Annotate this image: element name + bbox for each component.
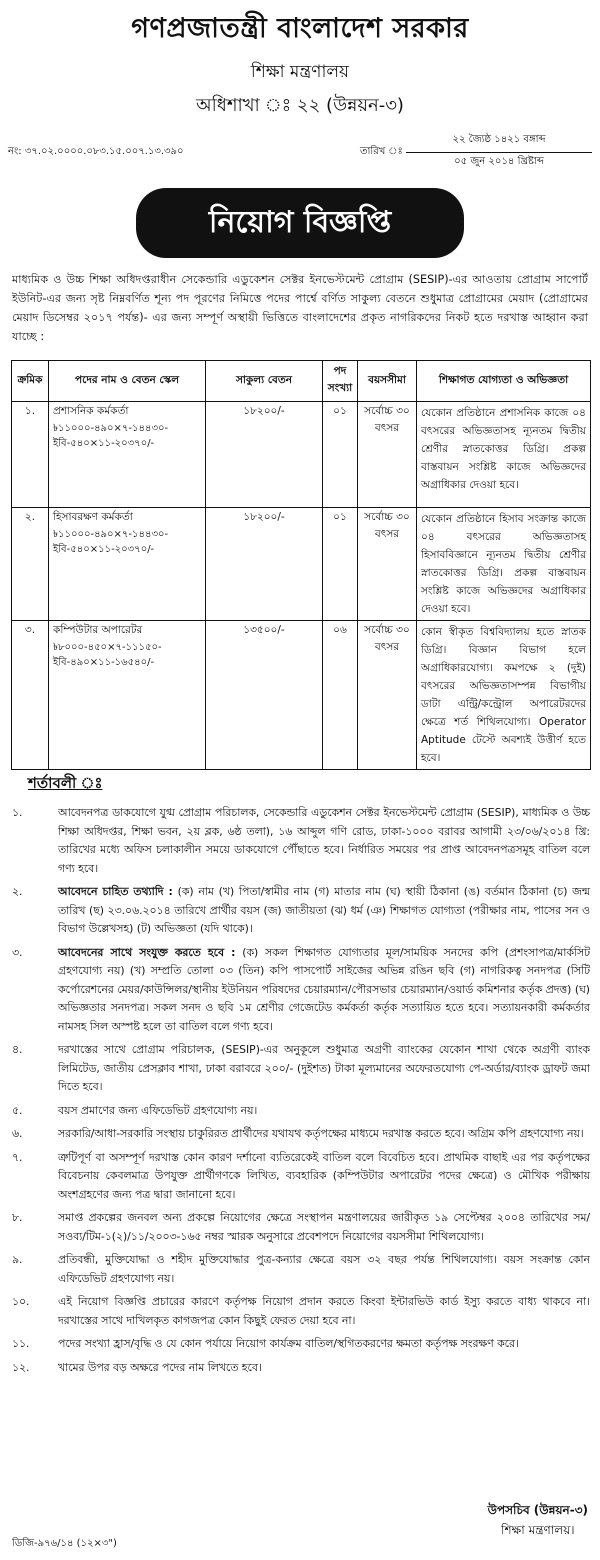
pay-scale: ৳১১০০০-৪৯০×৭-১৪৪৩০-ইবি-৫৪০×১১-২০৩৭০/-: [53, 423, 169, 449]
cell-count: ০১: [323, 508, 358, 621]
cell-serial: ১.: [12, 402, 49, 508]
post-name: প্রশাসনিক কর্মকর্তা: [53, 405, 129, 417]
signatory-office: শিক্ষা মন্ত্রণালয়।: [501, 1523, 575, 1537]
conditions-list: [12, 804, 590, 1382]
cell-count: ০৬: [323, 621, 358, 770]
signature-block: [488, 1500, 588, 1540]
list-item: ২. আবেদনে চাহিত তথ্যাদি : (ক) নাম (খ) পিতা/স্বামীর নাম (গ) মাতার নাম (ঘ) স্থায়ী ঠিকানা (ঙ) বর্তমান ঠিকানা (চ) জন্ম তারিখ (ছ) ২৩.০৬.২০১৪ তারিখে প্রার্থীর বয়স (জ) জাতীয়তা (ঝ) ধর্ম (ঞ) শিক্ষাগত যোগ্যতা (পরীক্ষার নাম, পাসের সন ও বিভাগ উল্লেখসহ) (ট) অভিজ্ঞতা (যদি থাকে)।: [12, 885, 590, 935]
list-item: ৯. প্রতিবন্ধী, মুক্তিযোদ্ধা ও শহীদ মুক্তিযোদ্ধার পুত্র-কন্যার ক্ষেত্রে বয়স ৩২ বছর পর্যন্ত শিথিলযোগ্য। বয়স সংক্রান্ত কোন এফিডেভিট গ্রহণযোগ্য নয়।: [12, 1253, 590, 1285]
cell-age: সর্বোচ্চ ৩০ বৎসর: [358, 402, 417, 508]
header-salary: সাকুল্য বেতন: [206, 361, 323, 402]
header-serial: ক্রমিক: [12, 361, 49, 402]
wing-name: অধিশাখা ঃ ২২ (উন্নয়ন-৩): [196, 95, 404, 116]
header-post-name: পদের নাম ও বেতন স্কেল: [49, 361, 206, 402]
list-item: ৩. আবেদনের সাথে সংযুক্ত করতে হবে : (ক) সকল শিক্ষাগত যোগ্যতার মূল/সাময়িক সনদের কপি (প্রশংসাপত্র/মার্কসিট গ্রহণযোগ্য নয়) (খ) সম্প্রতি তোলা ০৩ (তিন) কপি পাসপোর্ট সাইজের অভিন্ন রঙিন ছবি (গ) নাগরিকত্ব সনদপত্র (সিটি কর্পোরেশনের মেয়র/কাউন্সিলর/স্থানীয় ইউনিয়ন পরিষদের চেয়ারম্যান/পৌরসভার চেয়ারম্যান/ওয়ার্ড কমিশনার কর্তৃক প্রদত্ত) (ঘ) অভিজ্ঞতার সনদপত্র। সকল সনদ ও ছবি ১ম শ্রেণীর গেজেটেড কর্মকর্তা কর্তৃক সত্যায়িত হতে হবে। সত্যায়নকারী কর্মকর্তার নামসহ সিল অস্পষ্ট হলে তা বাতিল বলে গণ্য হবে।: [12, 945, 591, 1033]
cell-serial: ২.: [12, 508, 49, 621]
government-title: গণপ্রজাতন্ত্রী বাংলাদেশ সরকার: [131, 13, 469, 44]
footer-code: ডিজি-৯৭৬/১৪ (১২×৩"): [12, 1538, 117, 1549]
list-item: ১. আবেদনপত্র ডাকযোগে যুগ্ম প্রোগ্রাম পরিচালক, সেকেন্ডারি এডুকেশন সেক্টর ইনভেস্টমেন্ট প্রোগ্রাম (SESIP), মাধ্যমিক ও উচ্চ শিক্ষা অধিদপ্তর, শিক্ষা ভবন, ২য় ব্লক, ৬ষ্ঠ তলা), ১৬ আব্দুল গণি রোড, ঢাকা-১০০০ বরাবর আগামী ২৩/০৬/২০১৪ খ্রি: তারিখের মধ্যে অফিস চলাকালীন সময়ে ডাকযোগে পৌঁছাতে হবে। নির্ধারিত সময়ের পর প্রাপ্ত আবেদনপত্রসমূহ বাতিল বলে গণ্য হবে।: [12, 806, 590, 875]
header-count: পদ সংখ্যা: [323, 361, 358, 402]
cell-education: যেকোন প্রতিষ্ঠানে হিসাব সংক্রান্ত কাজে ০৪ বৎসরের অভিজ্ঞতাসহ হিসাববিজ্ঞানে ন্যূনতম দ্বিতীয় শ্রেণীর স্নাতকোত্তর ডিগ্রি। প্রকল্প বাস্তবায়ন সংশ্লিষ্ট কাজে অভিজ্ঞদের অগ্রাধিকার দেওয়া হবে।: [417, 508, 591, 621]
list-item: ৪. দরখাস্তের সাথে প্রোগ্রাম পরিচালক, (SESIP)-এর অনুকূলে শুধুমাত্র অগ্রণী ব্যাংকের যেকোন শাখা থেকে অগ্রণী ব্যাংক লিমিটেড, জাতীয় প্রেসক্লাব শাখা, ঢাকা বরাবরে ২০০/- (দুইশত) টাকা মূল্যমানের অফেরতযোগ্য পে-অর্ডার/ব্যাংক ড্রাফট জমা দিতে হবে।: [12, 1043, 590, 1093]
ministry-name: শিক্ষা মন্ত্রণালয়: [250, 62, 350, 82]
header-education: শিক্ষাগত যোগ্যতা ও অভিজ্ঞতা: [417, 361, 591, 402]
list-item: ১২. খামের উপর বড় অক্ষরে পদের নাম লিখতে হবে।: [12, 1360, 262, 1374]
header: [0, 8, 600, 122]
cell-education: কোন স্বীকৃত বিশ্ববিদ্যালয় হতে স্নাতক ডিগ্রি। বিজ্ঞান বিভাগ হলে অগ্রাধিকারযোগ্য। কমপক্ষে ২ (দুই) বৎসরের অভিজ্ঞতাসম্পন্ন বিভাগীয় ডাটা এন্ট্রি/কন্ট্রোল অপারেটরদের ক্ষেত্রে শর্ত শিথিলযোগ্য। Operator Aptitude টেস্টে অবশ্যই উত্তীর্ণ হতে হবে।: [417, 621, 591, 770]
date-bangla: ২২ জ্যৈষ্ঠ ১৪২১ বঙ্গাব্দ: [406, 132, 592, 153]
notice-banner: নিয়োগ বিজ্ঞপ্তি: [136, 188, 464, 258]
signatory-title: উপসচিব (উন্নয়ন-৩): [487, 1503, 588, 1517]
table-row: [12, 508, 591, 621]
table-row: [12, 402, 591, 508]
cell-education: যেকোন প্রতিষ্ঠানে প্রশাসনিক কাজে ০৪ বৎসরের অভিজ্ঞতাসহ ন্যূনতম দ্বিতীয় শ্রেণীর স্নাতকোত্তর ডিগ্রি। প্রকল্প বাস্তবায়ন সংশ্লিষ্ট কাজে অভিজ্ঞদের অগ্রাধিকার দেওয়া হবে।: [417, 402, 591, 508]
cell-post: [49, 402, 206, 508]
list-item: ৬. সরকারি/আধা-সরকারি সংস্থায় চাকুরিরত প্রার্থীদের যথাযথ কর্তৃপক্ষের মাধ্যমে দরখাস্ত করতে হবে। অগ্রিম কপি গ্রহণযোগ্য নয়।: [12, 1127, 584, 1140]
cell-count: ০১: [323, 402, 358, 508]
date-label: তারিখ ঃ: [360, 146, 403, 157]
table-header-row: [12, 361, 591, 402]
cell-age: সর্বোচ্চ ৩০ বৎসর: [358, 508, 417, 621]
cell-post: [49, 508, 206, 621]
header-age: বয়সসীমা: [358, 361, 417, 402]
list-item: ১০. এই নিয়োগ বিজ্ঞপ্তি প্রচারের কারণে কর্তৃপক্ষ নিয়োগ প্রদান করতে কিংবা ইন্টারভিউ কার্ড ইস্যু করতে বাধ্য থাকবে না। দরখাস্তের সাথে দাখিলকৃত কাগজপত্র কোন কিছুই ফেরত দেয়া হবে না।: [12, 1295, 590, 1327]
pay-scale: ৳১১০০০-৪৯০×৭-১৪৪৩০-ইবি-৫৪০×১১-২০৩৭০/-: [53, 529, 169, 555]
cell-salary: ১৮২০০/-: [206, 402, 323, 508]
list-item: ৭. ত্রুটিপূর্ণ বা অসম্পূর্ণ দরখাস্ত কোন কারণ দর্শানো ব্যতিরেকেই বাতিল বলে বিবেচিত হবে। প্রাথমিক বাছাই এর পর কর্তৃপক্ষের বিবেচনায় কেবলমাত্র উপযুক্ত প্রার্থীগণকে লিখিত, ব্যবহারিক (কম্পিউটার অপারেটর পদের ক্ষেত্রে) ও মৌখিক পরীক্ষায় অংশগ্রহণের জন্য পত্র দ্বারা জানানো হবে।: [12, 1150, 590, 1201]
list-item: ৫. বয়স প্রমাণের জন্য এফিডেভিট গ্রহণযোগ্য নয়।: [12, 1103, 258, 1117]
intro-paragraph: মাধ্যমিক ও উচ্চ শিক্ষা অধিদপ্তরাধীন সেকেন্ডারি এডুকেশন সেক্টর ইনভেস্টমেন্ট প্রোগ্রাম (SESIP)-এর আওতায় প্রোগ্রাম সাপোর্ট ইউনিট-এর জন্য সৃষ্ট নিম্নবর্ণিত শূন্য পদ পূরণের নিমিত্তে পদের পার্শ্বে বর্ণিত সাকুল্য বেতনে শুধুমাত্র প্রোগ্রামের মেয়াদ (প্রোগ্রামের মেয়াদ ডিসেম্বর ২০১৭ পর্যন্ত)- এর জন্য সম্পূর্ণ অস্থায়ী ভিত্তিতে বাংলাদেশের প্রকৃত নাগরিকদের নিকট হতে দরখাস্ত আহ্বান করা যাচ্ছে :: [12, 273, 588, 343]
table-row: [12, 621, 591, 770]
post-name: কম্পিউটার অপারেটর: [53, 624, 143, 636]
date-block: [360, 130, 592, 174]
post-name: হিসাবরক্ষণ কর্মকর্তা: [53, 511, 133, 523]
cell-salary: ১৮২০০/-: [206, 508, 323, 621]
reference-row: [8, 130, 592, 176]
cell-salary: ১৩৫০০/-: [206, 621, 323, 770]
conditions-title: শর্তাবলী ঃ: [28, 774, 103, 792]
pay-scale: ৳৮০০০-৪৫০×৭-১১১৫০-ইবি-৪৯০×১১-১৬৫৪০/-: [53, 642, 162, 668]
cell-serial: ৩.: [12, 621, 49, 770]
list-item: ৮. সমাপ্ত প্রকল্পের জনবল অন্য প্রকল্পে নিয়োগের ক্ষেত্রে সংস্থাপন মন্ত্রণালয়ের জারীকৃত ১৯ সেপ্টেম্বর ২০০৪ তারিখের সম/সওব্য/টিম-১(২)/১১/২০০৩-১৬৫ নম্বর স্মারক অনুসারে প্রবেশপদে নিয়োগের বয়সসীমা শিথিলযোগ্য।: [12, 1211, 590, 1243]
memo-number: নং: ৩৭.০২.০০০০.০৮৩.১৫.০০৭.১৩.৩৯০: [8, 146, 184, 157]
posts-table: [11, 360, 591, 770]
cell-age: সর্বোচ্চ ৩০ বৎসর: [358, 621, 417, 770]
cell-post: [49, 621, 206, 770]
date-english: ০৫ জুন ২০১৪ খ্রিষ্টাব্দ: [454, 156, 544, 167]
list-item: ১১. পদের সংখ্যা হ্রাস/বৃদ্ধি ও যে কোন পর্যায়ে নিয়োগ কার্যক্রম বাতিল/স্থগিতকরণের ক্ষমতা কর্তৃপক্ষ সংরক্ষণ করে।: [12, 1337, 519, 1350]
